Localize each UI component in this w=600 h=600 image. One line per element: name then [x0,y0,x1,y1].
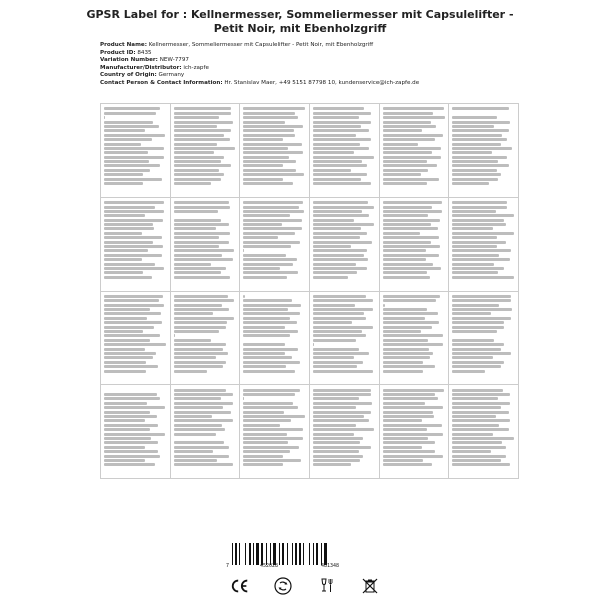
spec-cell-text-lines [243,295,306,373]
barcode-bars [232,543,382,565]
barcode-lead-digit: 7 [226,563,230,569]
spec-cell-text-lines [313,201,376,279]
spec-cell-text-lines [174,201,237,279]
spec-cell-text-lines [383,107,446,185]
wine-glass-fork-icon [317,576,337,596]
spec-cell-text-lines [174,295,237,373]
label-title [0,8,600,36]
spec-cell [310,198,380,292]
recycle-icon [273,576,293,596]
spec-cell-text-lines [104,107,167,185]
info-variation-number: Variation Number: NEW-7797 [100,57,189,64]
spec-cell-text-lines [383,389,446,467]
spec-cell-text-lines [452,201,515,279]
spec-cell [449,198,519,292]
spec-cell [101,104,171,198]
info-country-of-origin: Country of Origin: Germany [100,72,185,79]
spec-cell-text-lines [104,295,167,373]
spec-cell [310,385,380,479]
product-info [100,42,580,88]
spec-cell [240,104,310,198]
spec-cell [310,292,380,386]
label-title-line2: Petit Noir, mit Ebenholzgriff [213,22,387,35]
barcode-group2: 481348 [321,563,340,569]
spec-cell-text-lines [452,107,515,185]
spec-cell [449,292,519,386]
spec-cell-text-lines [104,389,167,467]
spec-cell-text-lines [383,201,446,279]
spec-grid [100,103,519,479]
spec-cell [310,104,380,198]
spec-cell [171,198,241,292]
barcode-group1: 452028 [260,563,279,569]
spec-cell [171,104,241,198]
spec-cell-text-lines [174,389,237,467]
spec-cell-text-lines [452,295,515,373]
info-contact: Contact Person & Contact Information: Hr. Stanislav Maer, +49 5151 87798 10, kundenservice@ich-zapfe.de [100,79,420,86]
spec-cell-text-lines [313,389,376,467]
spec-cell [171,385,241,479]
spec-cell [449,385,519,479]
crossed-bin-icon [360,576,380,596]
spec-cell [101,198,171,292]
spec-cell [171,292,241,386]
info-product-id: Product ID: 8435 [100,49,152,56]
spec-cell-text-lines [243,201,306,279]
spec-cell [449,104,519,198]
certification-marks [230,575,380,597]
info-manufacturer: Manufacturer/Distributor: ich-zapfe [100,64,209,71]
spec-cell-text-lines [104,201,167,279]
spec-cell-text-lines [452,389,515,467]
spec-cell [240,385,310,479]
barcode [226,543,386,571]
info-product-name: Product Name: Kellnermesser, Sommeliermesser mit Capsulelifter - Petit Noir, mit Ebenholzgriff [100,42,374,48]
spec-cell [380,385,450,479]
spec-cell-text-lines [243,107,306,185]
spec-cell-text-lines [383,295,446,373]
spec-cell-text-lines [243,389,306,467]
spec-cell [380,198,450,292]
ce-mark-icon [230,576,250,596]
spec-cell [380,104,450,198]
spec-cell-text-lines [174,107,237,185]
spec-cell [380,292,450,386]
spec-cell-text-lines [313,107,376,185]
spec-cell [240,292,310,386]
spec-cell [240,198,310,292]
spec-cell-text-lines [313,295,376,373]
spec-cell [101,292,171,386]
label-title-line1: GPSR Label for : Kellnermesser, Sommeliermesser mit Capsulelifter - [86,8,514,21]
spec-cell [101,385,171,479]
